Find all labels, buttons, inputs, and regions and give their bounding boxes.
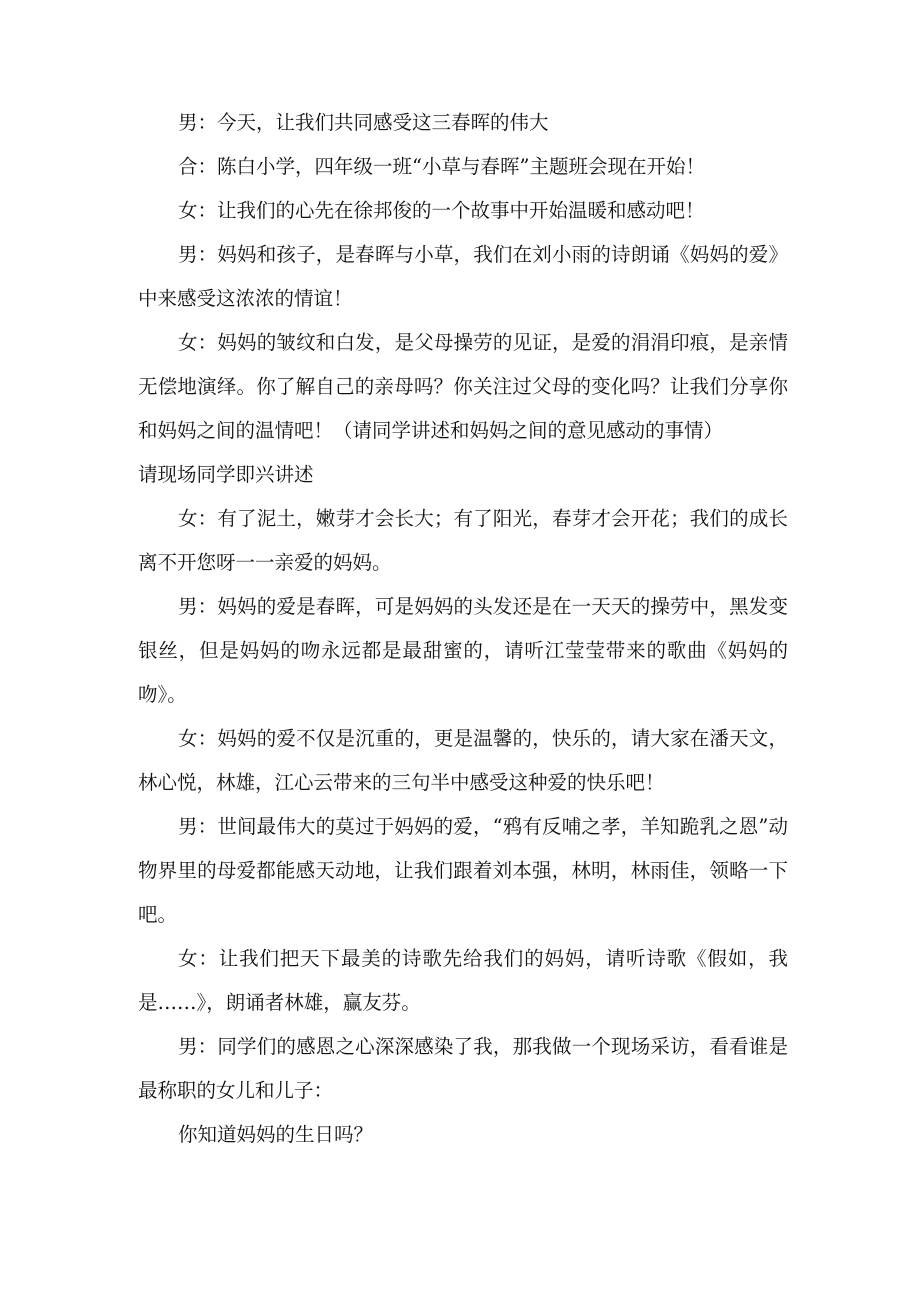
- dialogue-line: 女：让我们的心先在徐邦俊的一个故事中开始温暖和感动吧！: [178, 199, 705, 222]
- dialogue-line: 男：妈妈和孩子，是春晖与小草，我们在刘小雨的诗朗诵《妈妈的爱》中来感受这浓浓的情谊！: [138, 243, 788, 310]
- dialogue-line: 男：今天，让我们共同感受这三春晖的伟大: [178, 111, 549, 134]
- dialogue-line: 女：妈妈的爱不仅是沉重的，更是温馨的，快乐的，请大家在潘天文，林心悦，林雄，江心云带来的三句半中感受这种爱的快乐吧！: [138, 727, 788, 794]
- stage-direction: 请现场同学即兴讲述: [138, 463, 314, 486]
- script-body: [138, 101, 788, 1157]
- dialogue-line: 女：妈妈的皱纹和白发，是父母操劳的见证，是爱的涓涓印痕，是亲情无偿地演绎。你了解自己的亲母吗？你关注过父母的变化吗？让我们分享你和妈妈之间的温情吧！（请同学讲述和妈妈之间的意见感动的事情）: [138, 331, 788, 442]
- dialogue-line: 合：陈白小学，四年级一班“小草与春晖”主题班会现在开始！: [178, 155, 705, 178]
- dialogue-line: 女：让我们把天下最美的诗歌先给我们的妈妈，请听诗歌《假如，我是……》，朗诵者林雄，赢友芬。: [138, 947, 788, 1014]
- interview-question: 你知道妈妈的生日吗？: [178, 1123, 374, 1146]
- dialogue-line: 男：同学们的感恩之心深深感染了我，那我做一个现场采访，看看谁是最称职的女儿和儿子：: [138, 1035, 788, 1102]
- dialogue-line: 男：妈妈的爱是春晖，可是妈妈的头发还是在一天天的操劳中，黑发变银丝，但是妈妈的吻永远都是最甜蜜的，请听江莹莹带来的歌曲《妈妈的吻》。: [138, 595, 788, 706]
- dialogue-line: 男：世间最伟大的莫过于妈妈的爱，“鸦有反哺之孝，羊知跪乳之恩”动物界里的母爱都能感天动地，让我们跟着刘本强，林明，林雨佳，领略一下吧。: [138, 815, 788, 926]
- dialogue-line: 女：有了泥土，嫩芽才会长大；有了阳光，春芽才会开花；我们的成长离不开您呀一一亲爱的妈妈。: [138, 507, 788, 574]
